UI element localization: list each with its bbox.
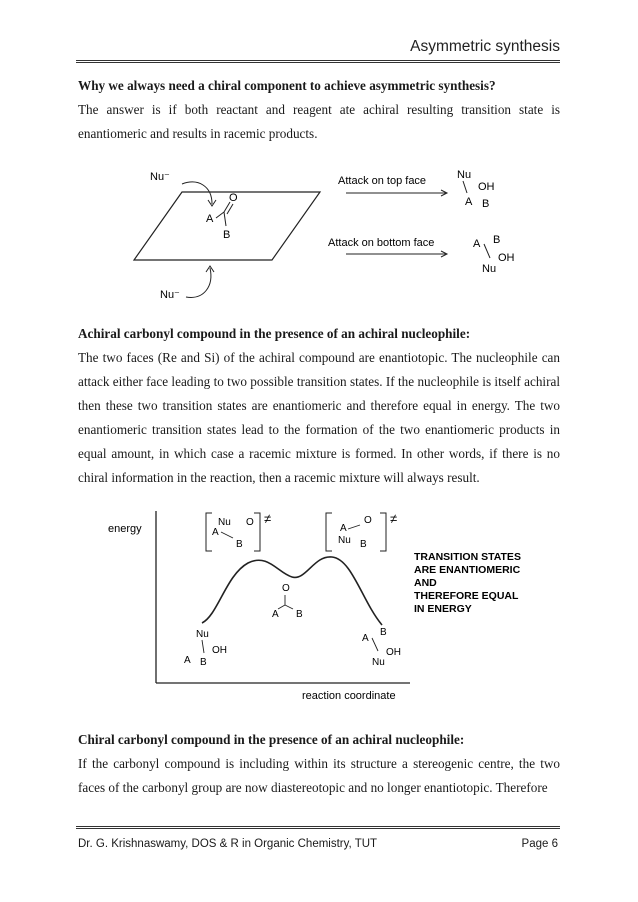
product1-b: B — [482, 198, 490, 210]
right-product — [362, 627, 401, 668]
carbonyl-b-label: B — [223, 229, 231, 241]
paragraph: The answer is if both reactant and reagent ate achiral resulting transition state is enantiomeric and results in racemic products. — [78, 102, 560, 141]
energy-curve — [202, 557, 382, 625]
product2-oh: OH — [498, 252, 515, 264]
product1-a: A — [465, 196, 473, 208]
figure-energy-profile — [100, 505, 540, 705]
transition-state-1 — [206, 511, 271, 551]
ts-note-line: THEREFORE EQUAL — [414, 590, 519, 602]
mid-bond-b — [285, 605, 293, 609]
attack-top-row — [338, 169, 495, 210]
section-achiral-carbonyl — [78, 322, 560, 490]
ts2-b: B — [360, 539, 367, 550]
plane-outline — [134, 192, 320, 260]
mid-bond-a — [278, 605, 285, 609]
ts1-b: B — [236, 539, 243, 550]
transition-state-2 — [326, 511, 397, 551]
top-attack-arrow — [182, 182, 212, 204]
section-heading: Chiral carbonyl compound in the presence of an achiral nucleophile: — [78, 732, 465, 747]
section-chiral-carbonyl — [78, 728, 560, 800]
section-why-chiral — [78, 74, 560, 146]
ts1-nu: Nu — [218, 517, 231, 528]
ts2-left-bracket — [326, 513, 332, 551]
ts2-right-bracket — [380, 513, 386, 551]
product2-bond — [484, 244, 490, 258]
running-header: Asymmetric synthesis — [410, 38, 560, 55]
paragraph: The two faces (Re and Si) of the achiral compound are enantiotopic. The nucleophile can attack either face leading to two possible transition states. If the nucleophile is itself achiral then these two transition states are enantiomeric and therefore equal in energy. The two enantiomeric transition states lead to the formation of the two enantiomeric products in equal amount, in which case a racemic mixture is formed. In other words, if there is no chiral information in the reaction, then a racemic mixture will always result. — [78, 350, 560, 485]
right-nu: Nu — [372, 657, 385, 668]
page-number: Page 6 — [521, 838, 558, 850]
intermediate-carbonyl — [272, 583, 303, 620]
mid-a: A — [272, 609, 279, 620]
figure-face-attack — [120, 160, 540, 305]
x-axis-label: reaction coordinate — [302, 690, 396, 702]
paragraph: If the carbonyl compound is including within its structure a stereogenic centre, the two faces of the carbonyl group are now diastereotopic and no longer enantiotopic. Therefore — [78, 756, 560, 795]
ts1-a: A — [212, 527, 219, 538]
product1-oh: OH — [478, 181, 495, 193]
nu-bottom-label: Nu⁻ — [160, 289, 180, 301]
product1-bond — [463, 181, 467, 193]
bond-a — [216, 212, 224, 218]
ts-note-line: ARE ENANTIOMERIC — [414, 564, 521, 576]
mid-o: O — [282, 583, 290, 594]
carbonyl-o-label: O — [229, 192, 238, 204]
attack-top-label: Attack on top face — [338, 175, 427, 187]
ts2-mark: ≠ — [390, 511, 398, 526]
ts2-nu: Nu — [338, 535, 351, 546]
left-b: B — [200, 657, 207, 668]
right-b: B — [380, 627, 387, 638]
product2-a: A — [473, 238, 481, 250]
ts-note-line: TRANSITION STATES — [414, 551, 521, 563]
y-axis-label: energy — [108, 523, 142, 535]
carbonyl-a-label: A — [206, 213, 214, 225]
nu-top-label: Nu⁻ — [150, 171, 170, 183]
mid-b: B — [296, 609, 303, 620]
ts2-a: A — [340, 523, 347, 534]
left-oh: OH — [212, 645, 227, 656]
right-a: A — [362, 633, 369, 644]
plane-diagram — [134, 171, 320, 301]
ts-note-line: IN ENERGY — [414, 603, 472, 615]
left-a: A — [184, 655, 191, 666]
bottom-attack-arrow — [186, 268, 211, 297]
footer-author: Dr. G. Krishnaswamy, DOS & R in Organic Chemistry, TUT — [78, 838, 378, 850]
product2-nu: Nu — [482, 263, 497, 275]
ts-note — [414, 551, 521, 615]
ts1-right-bracket — [254, 513, 260, 551]
section-heading: Achiral carbonyl compound in the presence of an achiral nucleophile: — [78, 326, 471, 341]
attack-bottom-label: Attack on bottom face — [328, 237, 435, 249]
ts1-mark: ≠ — [264, 511, 272, 526]
ts-note-line: AND — [414, 577, 437, 589]
attack-bottom-row — [328, 234, 515, 275]
ts1-o: O — [246, 517, 254, 528]
product1-nu: Nu — [457, 169, 472, 181]
left-bond — [202, 640, 204, 653]
bond-b — [224, 212, 226, 226]
left-nu: Nu — [196, 629, 209, 640]
header-rule — [76, 60, 560, 63]
product2-b: B — [493, 234, 501, 246]
right-oh: OH — [386, 647, 401, 658]
section-heading: Why we always need a chiral component to achieve asymmetric synthesis? — [78, 78, 496, 93]
footer-rule — [76, 826, 560, 829]
left-product — [184, 629, 227, 668]
right-bond — [372, 638, 378, 651]
ts2-o: O — [364, 515, 372, 526]
ts1-bond — [221, 532, 233, 538]
ts2-bond — [348, 525, 360, 529]
